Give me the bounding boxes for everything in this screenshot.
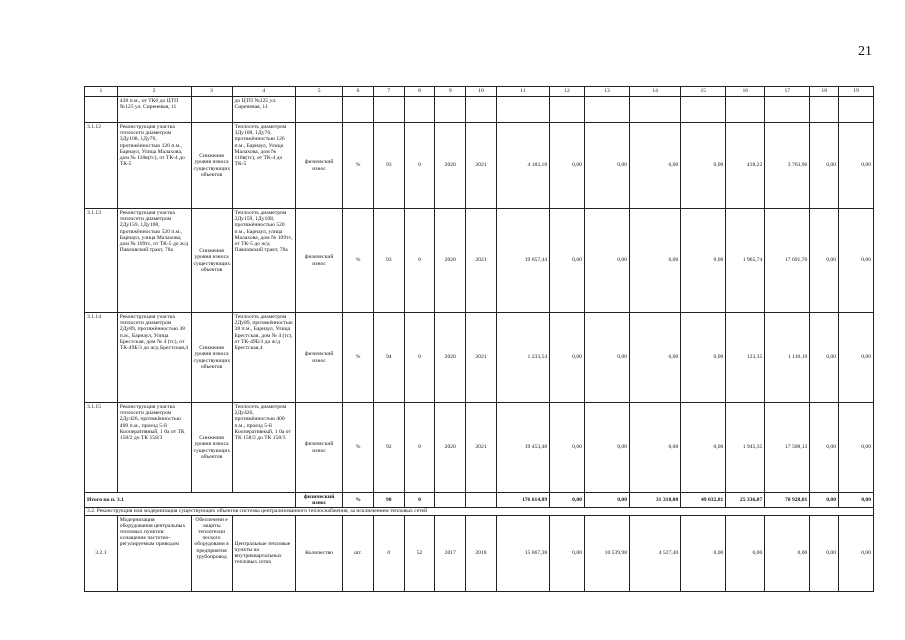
cost-col-12: 0,00 [550, 493, 585, 508]
cost-col-12: 0,00 [550, 123, 585, 209]
cost-col-12: 0,00 [550, 515, 585, 591]
total-cost: 15 067,38 [496, 515, 549, 591]
total-row [85, 493, 874, 508]
table-row [85, 515, 874, 591]
project-name: 428 п.м., от ТК6 до ЦТП №125 ул. Сиреневая, 11 [117, 97, 191, 123]
project-name: Реконструкция участка теплосети диаметром 3Ду108, 1Ду76, протяжённостью 126 п.м., Барнаул, Улица Малахова, дом № 118в(тс), от ТК-4 до ТК-5 [117, 123, 191, 209]
col-header: 4 [232, 87, 296, 97]
indicator: физический износ [296, 123, 343, 209]
col-header: 11 [496, 87, 549, 97]
cost-col-14: 0,00 [630, 209, 681, 313]
cost-col-18: 0,00 [810, 493, 839, 508]
col-header: 7 [373, 87, 404, 97]
cost-col-14: 0,00 [630, 123, 681, 209]
year-start: 2017 [435, 515, 466, 591]
project-goal: Снижения уровня износа существующих объектов [191, 403, 232, 493]
cost-col-17: 17 508,13 [765, 403, 810, 493]
cost-col-18: 0,00 [810, 209, 839, 313]
col-header: 5 [296, 87, 343, 97]
table-row [85, 123, 874, 209]
section-heading: 3.2. Реконструкция или модернизация существующих объектов системы централизованного теплоснабжения, за исключением тепловых сетей [85, 508, 874, 515]
year-start: 2020 [435, 403, 466, 493]
indicator: Количество [296, 515, 343, 591]
unit: % [343, 403, 374, 493]
year-start: 2020 [435, 123, 466, 209]
indicator: физический износ [296, 403, 343, 493]
col-header: 3 [191, 87, 232, 97]
year-end: 2018 [466, 515, 497, 591]
col-header: 12 [550, 87, 585, 97]
value-after: 0 [404, 403, 435, 493]
cost-col-18: 0,00 [810, 403, 839, 493]
col-header: 9 [435, 87, 466, 97]
section-row [85, 508, 874, 515]
year-end: 2021 [466, 313, 497, 403]
value-before: 94 [373, 313, 404, 403]
cost-col-15: 0,00 [681, 313, 726, 403]
cost-col-17: 70 928,01 [765, 493, 810, 508]
cost-col-19: 0,00 [839, 313, 874, 403]
cost-col-12: 0,00 [550, 313, 585, 403]
value-before: 92 [373, 403, 404, 493]
table-row [85, 403, 874, 493]
cost-col-13: 0,00 [584, 493, 629, 508]
col-header: 17 [765, 87, 810, 97]
cost-col-13: 0,00 [584, 209, 629, 313]
value-before: 90 [373, 493, 404, 508]
header-row [85, 87, 874, 97]
cost-col-16: 1 945,35 [726, 403, 765, 493]
cost-col-12: 0,00 [550, 403, 585, 493]
project-goal: Снижения уровня износа существующих объектов [191, 313, 232, 403]
unit: % [343, 493, 374, 508]
value-after: 0 [404, 313, 435, 403]
value-after: 52 [404, 515, 435, 591]
cost-col-15: 0,00 [681, 515, 726, 591]
total-cost: 176 614,89 [496, 493, 549, 508]
cost-col-17: 17 691,70 [765, 209, 810, 313]
col-header: 10 [466, 87, 497, 97]
unit: % [343, 123, 374, 209]
row-number: 3.1.14 [85, 313, 118, 403]
year-start: 2020 [435, 313, 466, 403]
cost-col-16: 1 965,74 [726, 209, 765, 313]
project-name: Модернизация оборудования центральных тепловых пунктов: оснащение частотно-регулируемым приводом [117, 515, 191, 591]
cost-col-12: 0,00 [550, 209, 585, 313]
unit: % [343, 209, 374, 313]
col-header: 1 [85, 87, 118, 97]
year-start: 2020 [435, 209, 466, 313]
total-cost: 19 453,48 [496, 403, 549, 493]
project-description: Теплосеть диаметром 2Ду426, протяжённостью 400 п.м., проезд 5-й Кооперативный, 1 0а от ТК 158/2 до ТК 158/3 [232, 403, 296, 493]
col-header: 13 [584, 87, 629, 97]
cost-col-14: 4 527,40 [630, 515, 681, 591]
cost-col-17: 3 763,96 [765, 123, 810, 209]
indicator: физический износ [296, 313, 343, 403]
cost-col-19: 0,00 [839, 403, 874, 493]
cost-col-18: 0,00 [810, 515, 839, 591]
cost-col-19: 0,00 [839, 209, 874, 313]
cost-col-17: 1 110,19 [765, 313, 810, 403]
year-end: 2021 [466, 123, 497, 209]
cost-col-15: 0,00 [681, 123, 726, 209]
col-header: 2 [117, 87, 191, 97]
project-description: до ЦТП №125 ул. Сиреневая, 11 [232, 97, 296, 123]
project-goal: Обеспечени е защиты теплотехни ческого оборудовани я предприятия трубопровод [191, 515, 232, 591]
value-before: 93 [373, 123, 404, 209]
value-after: 0 [404, 123, 435, 209]
col-header: 15 [681, 87, 726, 97]
cost-col-13: 0,00 [584, 123, 629, 209]
cost-col-16: 25 336,07 [726, 493, 765, 508]
unit: шт. [343, 515, 374, 591]
row-number: 3.1.15 [85, 403, 118, 493]
year-end: 2021 [466, 209, 497, 313]
cost-col-19: 0,00 [839, 493, 874, 508]
total-cost: 1 233,54 [496, 313, 549, 403]
project-description: Теплосеть диаметром 2Ду159, 1Ду108, протяжённостью 520 п.м., Барнаул, улица Малахова, дом № 109тс, от ТК-5 до ж/д Павловский тракт, 78а [232, 209, 296, 313]
cost-col-15: 0,00 [681, 403, 726, 493]
total-cost: 19 657,44 [496, 209, 549, 313]
cost-col-13: 0,00 [584, 403, 629, 493]
col-header: 16 [726, 87, 765, 97]
cost-col-15: 0,00 [681, 209, 726, 313]
project-name: Реконструкция участка теплосети диаметром 2Ду159, 1Ду108, протяжённостью 520 п.м., Барнаул, улица Малахова, дом № 109тс, от ТК-5 до ж/д Павловский тракт, 78а [117, 209, 191, 313]
row-number: 3.1.12 [85, 123, 118, 209]
col-header: 14 [630, 87, 681, 97]
cost-col-13: 10 539,98 [584, 515, 629, 591]
cost-col-13: 0,00 [584, 313, 629, 403]
cost-col-14: 0,00 [630, 313, 681, 403]
project-description: Теплосеть диаметром 2Ду89, протяжённостью 38 п.м., Барнаул, Улица Брестская, дом № 4 (тс), от ТК-49Б/3 до ж/д Брестская,4 [232, 313, 296, 403]
value-before: 93 [373, 209, 404, 313]
cost-col-16: 123,35 [726, 313, 765, 403]
indicator: физический износ [296, 493, 343, 508]
project-description: Центральные тепловые пункты на внутриквартальных тепловых сетях [232, 515, 296, 591]
table-row [85, 209, 874, 313]
cost-col-19: 0,00 [839, 123, 874, 209]
row-number: 3.1.13 [85, 209, 118, 313]
project-name: Реконструкция участка теплосети диаметром 2Ду89, протяжённостью 38 п.м., Барнаул, Улица Брестская, дом № 4 (тс), от ТК-49Б/3 до ж/д Брестская,4 [117, 313, 191, 403]
table-row [85, 313, 874, 403]
value-after: 0 [404, 493, 435, 508]
col-header: 8 [404, 87, 435, 97]
cost-col-18: 0,00 [810, 123, 839, 209]
col-header: 19 [839, 87, 874, 97]
cost-col-18: 0,00 [810, 313, 839, 403]
cost-col-14: 0,00 [630, 403, 681, 493]
continuation-row [85, 97, 874, 123]
value-after: 0 [404, 209, 435, 313]
row-number: 3.2.1 [85, 515, 118, 591]
indicator: физический износ [296, 209, 343, 313]
unit: % [343, 313, 374, 403]
cost-col-17: 0,00 [765, 515, 810, 591]
cost-col-16: 0,00 [726, 515, 765, 591]
value-before: 0 [373, 515, 404, 591]
year-end: 2021 [466, 403, 497, 493]
total-cost: 4 182,18 [496, 123, 549, 209]
cost-col-14: 31 318,00 [630, 493, 681, 508]
total-label: Итого по п. 3.1 [85, 493, 296, 508]
project-description: Теплосеть диаметром 3Ду108, 1Ду76, протяжённостью 126 п.м., Барнаул, Улица Малахова, дом № 118в(тс), от ТК-4 до ТК-5 [232, 123, 296, 209]
page-number: 21 [858, 44, 872, 59]
cost-col-16: 418,22 [726, 123, 765, 209]
cost-col-19: 0,00 [839, 515, 874, 591]
col-header: 6 [343, 87, 374, 97]
project-goal: Снижения уровня износа существующих объектов [191, 123, 232, 209]
investment-table [84, 86, 874, 592]
cost-col-15: 49 032,81 [681, 493, 726, 508]
project-name: Реконструкция участка теплосети диаметром 2Ду426, протяжённостью 400 п.м., проезд 5-й Кооперативный, 1 0а от ТК 158/2 до ТК 158/3 [117, 403, 191, 493]
col-header: 18 [810, 87, 839, 97]
project-goal: Снижения уровня износа существующих объектов [191, 209, 232, 313]
